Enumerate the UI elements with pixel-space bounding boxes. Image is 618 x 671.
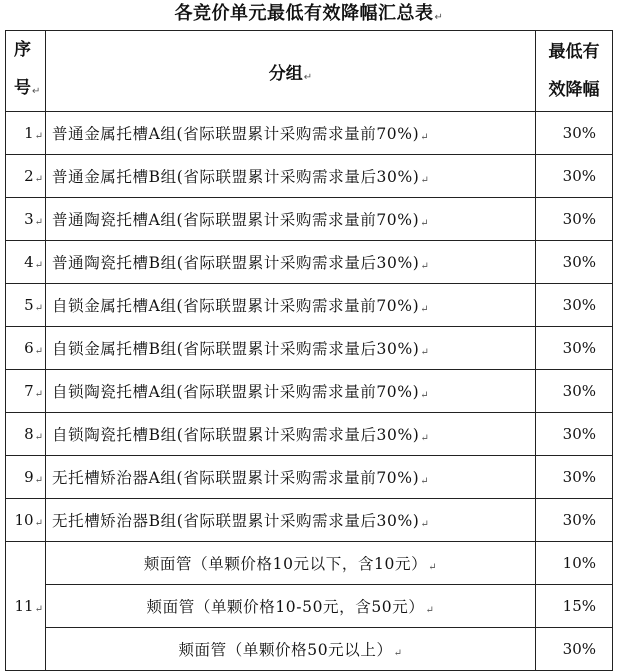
- rate-cell: 30%: [536, 499, 613, 542]
- table-row: [6, 413, 613, 456]
- rate-cell: 30%: [536, 327, 613, 370]
- header-seq: 序 号↵: [6, 31, 46, 112]
- rate-cell: 30%: [536, 628, 613, 671]
- group-cell: 颊面管（单颗价格50元以上）↵: [46, 628, 536, 671]
- table-row: [6, 370, 613, 413]
- header-group: 分组↵: [46, 31, 536, 112]
- header-row: [6, 31, 613, 112]
- seq-cell: 3↵: [6, 198, 46, 241]
- group-cell: 普通陶瓷托槽B组(省际联盟累计采购需求量后30%)↵: [46, 241, 536, 284]
- table-row: [6, 585, 613, 628]
- paragraph-mark: ↵: [434, 12, 444, 23]
- document-title: 各竞价单元最低有效降幅汇总表↵: [174, 3, 444, 24]
- seq-cell: 6↵: [6, 327, 46, 370]
- table-row: [6, 284, 613, 327]
- group-cell: 自锁陶瓷托槽B组(省际联盟累计采购需求量后30%)↵: [46, 413, 536, 456]
- group-cell: 自锁陶瓷托槽A组(省际联盟累计采购需求量前70%)↵: [46, 370, 536, 413]
- group-cell: 自锁金属托槽A组(省际联盟累计采购需求量前70%)↵: [46, 284, 536, 327]
- rate-cell: 30%: [536, 456, 613, 499]
- table-row: [6, 628, 613, 671]
- seq-cell: 1↵: [6, 112, 46, 155]
- group-cell: 颊面管（单颗价格10-50元，含50元）↵: [46, 585, 536, 628]
- group-cell: 普通金属托槽B组(省际联盟累计采购需求量后30%)↵: [46, 155, 536, 198]
- group-cell: 无托槽矫治器B组(省际联盟累计采购需求量后30%)↵: [46, 499, 536, 542]
- seq-cell: 10↵: [6, 499, 46, 542]
- seq-cell: 9↵: [6, 456, 46, 499]
- seq-cell: 2↵: [6, 155, 46, 198]
- rate-cell: 30%: [536, 413, 613, 456]
- rate-cell: 30%: [536, 284, 613, 327]
- rate-cell: 30%: [536, 198, 613, 241]
- seq-cell: 11↵: [6, 542, 46, 671]
- header-min-rate: 最低有 效降幅: [536, 31, 613, 112]
- table-row: [6, 499, 613, 542]
- table-row: [6, 112, 613, 155]
- seq-cell: 5↵: [6, 284, 46, 327]
- seq-cell: 4↵: [6, 241, 46, 284]
- rate-cell: 30%: [536, 241, 613, 284]
- rate-cell: 15%: [536, 585, 613, 628]
- group-cell: 普通金属托槽A组(省际联盟累计采购需求量前70%)↵: [46, 112, 536, 155]
- rate-cell: 10%: [536, 542, 613, 585]
- table-row: [6, 327, 613, 370]
- table-row: [6, 198, 613, 241]
- table-body: [6, 112, 613, 671]
- group-cell: 颊面管（单颗价格10元以下，含10元）↵: [46, 542, 536, 585]
- table-row: [6, 542, 613, 585]
- rate-cell: 30%: [536, 155, 613, 198]
- table-row: [6, 456, 613, 499]
- rate-cell: 30%: [536, 112, 613, 155]
- group-cell: 无托槽矫治器A组(省际联盟累计采购需求量前70%)↵: [46, 456, 536, 499]
- summary-table: [5, 30, 613, 671]
- table-row: [6, 241, 613, 284]
- seq-cell: 7↵: [6, 370, 46, 413]
- group-cell: 普通陶瓷托槽A组(省际联盟累计采购需求量前70%)↵: [46, 198, 536, 241]
- table-row: [6, 155, 613, 198]
- seq-cell: 8↵: [6, 413, 46, 456]
- group-cell: 自锁金属托槽B组(省际联盟累计采购需求量后30%)↵: [46, 327, 536, 370]
- rate-cell: 30%: [536, 370, 613, 413]
